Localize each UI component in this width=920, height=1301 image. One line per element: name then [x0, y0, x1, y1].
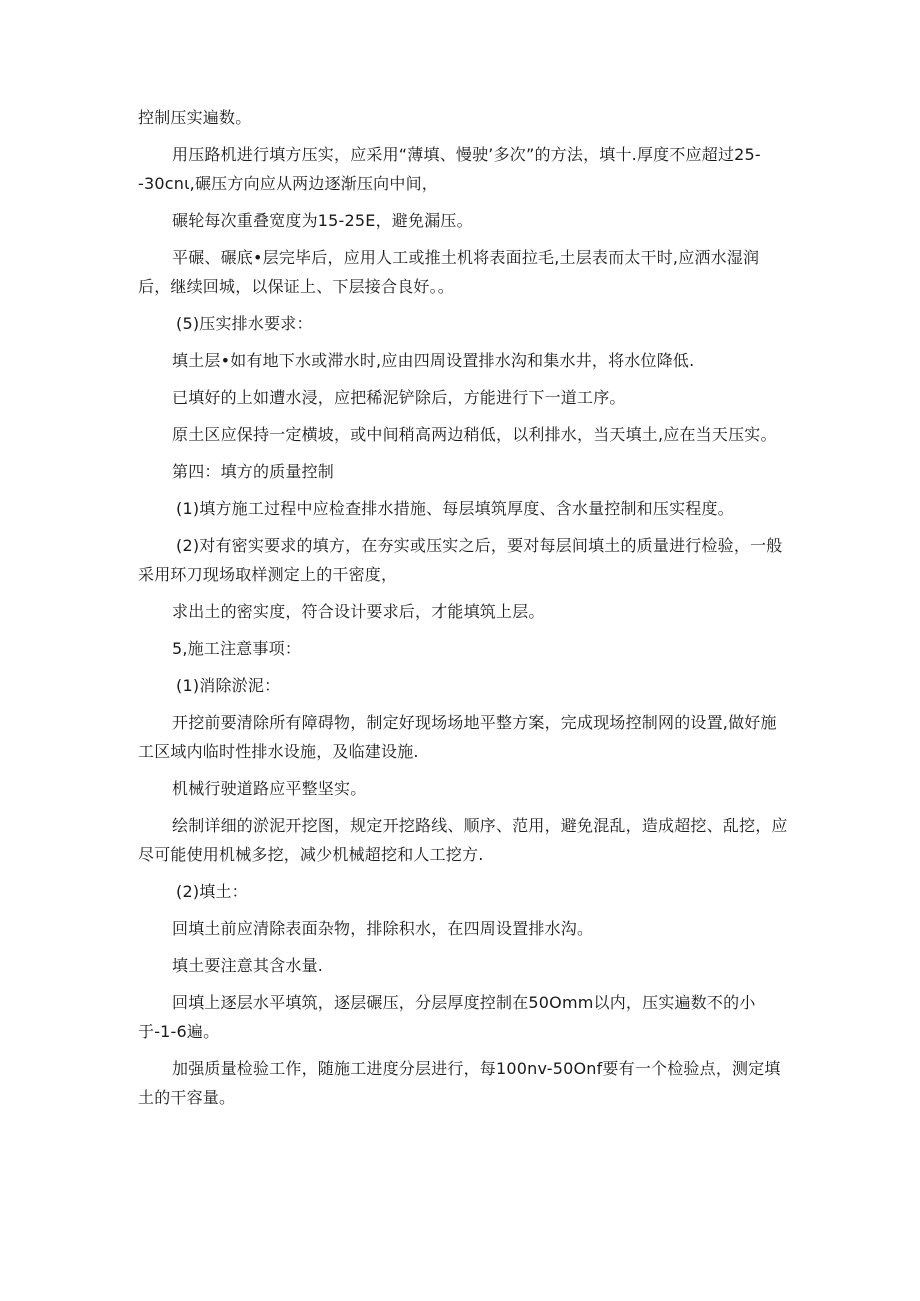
paragraph-20: 填土要注意其含水量.: [172, 956, 324, 975]
paragraph-15: 开挖前要清除所有障碍物，制定好现场场地平整方案，完成现场控制网的设置,做好施工区域内临时性排水设施，及临建设施.: [138, 713, 777, 761]
paragraph-7: 已填好的上如遭水浸，应把稀泥铲除后，方能进行下一道工序。: [172, 388, 626, 407]
subsection-heading: 5,施工注意事项：: [172, 639, 302, 658]
paragraph-18: (2)填土：: [176, 882, 248, 901]
paragraph-3: 碾轮每次重叠宽度为15-25E，避免漏压。: [172, 211, 473, 230]
paragraph-5: (5)压实排水要求：: [176, 314, 313, 333]
paragraph-22: 加强质量检验工作，随施工进度分层进行，每100nv-50Onf要有一个检验点，测定填土的干容量。: [138, 1059, 781, 1107]
paragraph-14: (1)消除淤泥：: [176, 676, 281, 695]
paragraph-21: 回填上逐层水平填筑，逐层碾压，分层厚度控制在50Omm以内，压实遍数不的小于-1-6遍。: [138, 993, 756, 1041]
paragraph-2: 用压路机进行填方压实，应采用“薄填、慢驶’多次”的方法，填十.厚度不应超过25--30cnι,碾压方向应从两边逐渐压向中间，: [138, 145, 761, 193]
paragraph-8: 原土区应保持一定横坡，或中间稍高两边稍低，以利排水，当天填土,应在当天压实。: [172, 425, 777, 444]
document-body: [138, 103, 788, 1120]
paragraph-16: 机械行驶道路应平整坚实。: [172, 779, 367, 798]
paragraph-17: 绘制详细的淤泥开挖图，规定开挖路线、顺序、范用，避免混乱，造成超挖、乱挖，应尽可能使用机械多挖，减少机械超挖和人工挖方.: [138, 816, 788, 864]
paragraph-12: 求出土的密实度，符合设计要求后，才能填筑上层。: [172, 602, 545, 621]
paragraph-11: (2)对有密实要求的填方，在夯实或压实之后，要对每层间填土的质量进行检验，一般采用环刀现场取样测定上的干密度，: [138, 536, 783, 584]
paragraph-19: 回填土前应清除表面杂物，排除积水，在四周设置排水沟。: [172, 919, 594, 938]
paragraph-4: 平碾、碾底•层完毕后，应用人工或推土机将表面拉毛,土层表而太干时,应洒水湿润后，继续回城，以保证上、下层接合良好。。: [138, 248, 760, 296]
paragraph-6: 填土层•如有地下水或滞水时,应由四周设置排水沟和集水井，将水位降低.: [172, 351, 695, 370]
paragraph-10: (1)填方施工过程中应检查排水措施、每层填筑厚度、含水量控制和压实程度。: [176, 499, 734, 518]
paragraph-1: 控制压实遍数。: [138, 108, 252, 127]
section-heading: 第四：填方的质量控制: [172, 462, 335, 481]
